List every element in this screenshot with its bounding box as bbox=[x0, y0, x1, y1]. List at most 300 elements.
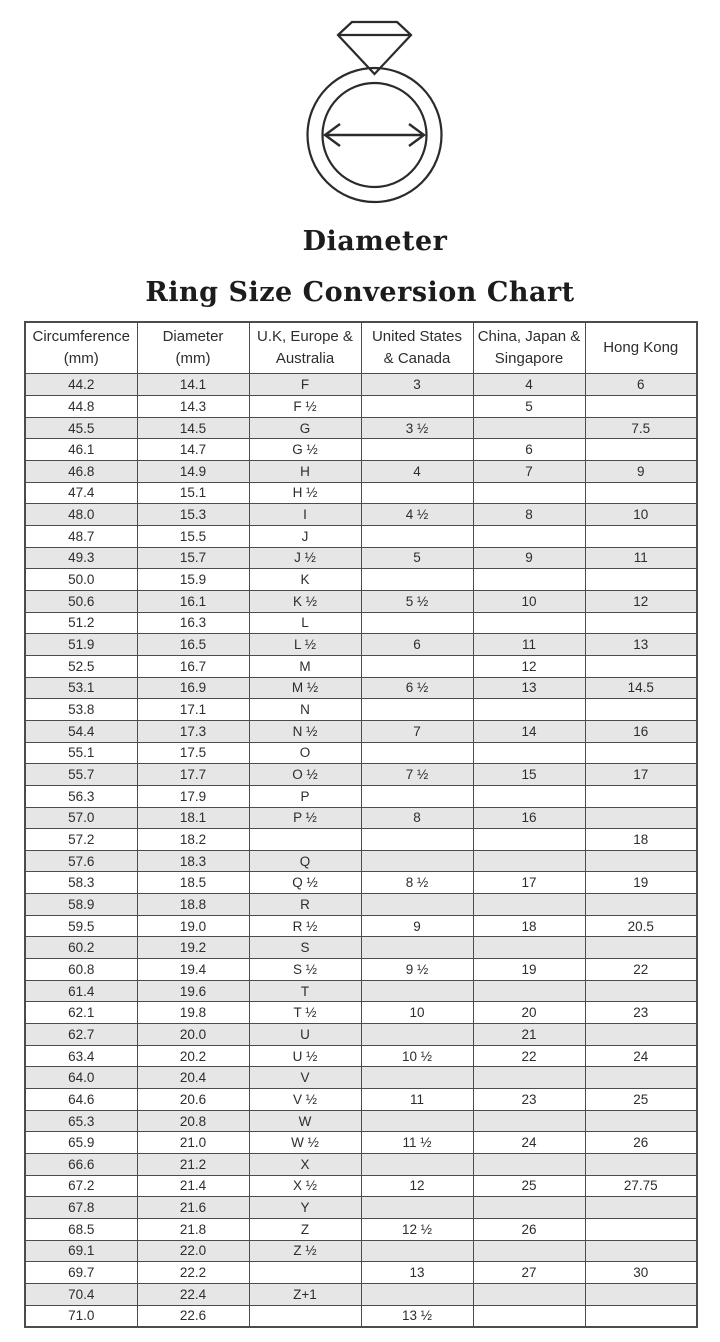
table-cell bbox=[585, 894, 697, 916]
table-cell: 44.2 bbox=[25, 374, 137, 396]
table-cell bbox=[585, 937, 697, 959]
table-cell: U bbox=[249, 1024, 361, 1046]
table-cell: 21.6 bbox=[137, 1197, 249, 1219]
table-cell bbox=[473, 980, 585, 1002]
table-cell bbox=[585, 525, 697, 547]
table-cell: 51.2 bbox=[25, 612, 137, 634]
table-cell: 14.3 bbox=[137, 396, 249, 418]
column-header: Circumference (mm) bbox=[25, 322, 137, 374]
table-row bbox=[25, 590, 697, 612]
table-cell: 53.8 bbox=[25, 699, 137, 721]
table-cell: G bbox=[249, 417, 361, 439]
table-cell: 24 bbox=[473, 1132, 585, 1154]
table-cell: I bbox=[249, 504, 361, 526]
table-cell: 22 bbox=[473, 1045, 585, 1067]
table-cell: 13 bbox=[361, 1262, 473, 1284]
table-cell: 20.8 bbox=[137, 1110, 249, 1132]
table-cell: N ½ bbox=[249, 720, 361, 742]
table-cell: 58.3 bbox=[25, 872, 137, 894]
table-row bbox=[25, 807, 697, 829]
table-row bbox=[25, 1002, 697, 1024]
table-cell bbox=[361, 850, 473, 872]
table-cell: 26 bbox=[473, 1218, 585, 1240]
table-cell: 45.5 bbox=[25, 417, 137, 439]
table-row bbox=[25, 980, 697, 1002]
table-cell bbox=[585, 1218, 697, 1240]
table-cell bbox=[585, 655, 697, 677]
table-cell: 65.9 bbox=[25, 1132, 137, 1154]
table-cell: 6 bbox=[473, 439, 585, 461]
table-cell: 57.6 bbox=[25, 850, 137, 872]
table-cell: 51.9 bbox=[25, 634, 137, 656]
table-cell: 57.0 bbox=[25, 807, 137, 829]
column-header: Hong Kong bbox=[585, 322, 697, 374]
table-row bbox=[25, 1305, 697, 1327]
table-cell: 18.3 bbox=[137, 850, 249, 872]
table-cell: Q bbox=[249, 850, 361, 872]
table-cell: P ½ bbox=[249, 807, 361, 829]
table-cell: 18 bbox=[473, 915, 585, 937]
table-cell: 66.6 bbox=[25, 1154, 137, 1176]
table-cell: 19.4 bbox=[137, 959, 249, 981]
table-cell: R bbox=[249, 894, 361, 916]
table-cell bbox=[473, 417, 585, 439]
table-cell: U ½ bbox=[249, 1045, 361, 1067]
table-cell: 30 bbox=[585, 1262, 697, 1284]
table-cell: 67.8 bbox=[25, 1197, 137, 1219]
table-cell bbox=[473, 1110, 585, 1132]
table-cell: 24 bbox=[585, 1045, 697, 1067]
table-cell: 65.3 bbox=[25, 1110, 137, 1132]
table-cell: T ½ bbox=[249, 1002, 361, 1024]
table-cell: 21.8 bbox=[137, 1218, 249, 1240]
table-row bbox=[25, 525, 697, 547]
table-row bbox=[25, 461, 697, 483]
column-header: China, Japan & Singapore bbox=[473, 322, 585, 374]
table-row bbox=[25, 1175, 697, 1197]
table-row bbox=[25, 1262, 697, 1284]
table-cell bbox=[473, 785, 585, 807]
table-head bbox=[25, 322, 697, 374]
table-row bbox=[25, 1110, 697, 1132]
table-row bbox=[25, 829, 697, 851]
table-cell: 69.1 bbox=[25, 1240, 137, 1262]
table-cell bbox=[585, 785, 697, 807]
table-cell: 22.6 bbox=[137, 1305, 249, 1327]
table-cell: 15.9 bbox=[137, 569, 249, 591]
table-cell: 6 ½ bbox=[361, 677, 473, 699]
table-cell: Y bbox=[249, 1197, 361, 1219]
table-cell bbox=[585, 742, 697, 764]
table-row bbox=[25, 569, 697, 591]
table-cell: 16 bbox=[473, 807, 585, 829]
table-cell: Q ½ bbox=[249, 872, 361, 894]
table-cell: 48.0 bbox=[25, 504, 137, 526]
table-cell: J ½ bbox=[249, 547, 361, 569]
table-cell: 9 bbox=[473, 547, 585, 569]
table-row bbox=[25, 1067, 697, 1089]
table-cell: 6 bbox=[361, 634, 473, 656]
table-cell bbox=[361, 937, 473, 959]
table-cell: 8 ½ bbox=[361, 872, 473, 894]
table-cell: H bbox=[249, 461, 361, 483]
table-cell bbox=[361, 980, 473, 1002]
table-cell bbox=[473, 894, 585, 916]
table-cell bbox=[473, 850, 585, 872]
table-cell: 14.7 bbox=[137, 439, 249, 461]
table-row bbox=[25, 547, 697, 569]
table-cell: 20.2 bbox=[137, 1045, 249, 1067]
table-cell: 63.4 bbox=[25, 1045, 137, 1067]
table-cell: 55.1 bbox=[25, 742, 137, 764]
table-cell: 71.0 bbox=[25, 1305, 137, 1327]
table-cell: K bbox=[249, 569, 361, 591]
table-cell: 21.4 bbox=[137, 1175, 249, 1197]
table-row bbox=[25, 1218, 697, 1240]
table-cell: 15.1 bbox=[137, 482, 249, 504]
table-cell: 20.6 bbox=[137, 1089, 249, 1111]
table-cell: V ½ bbox=[249, 1089, 361, 1111]
table-cell bbox=[473, 1197, 585, 1219]
table-cell: V bbox=[249, 1067, 361, 1089]
table-cell: 16 bbox=[585, 720, 697, 742]
table-cell: 6 bbox=[585, 374, 697, 396]
diamond-icon bbox=[338, 22, 411, 74]
table-cell: 11 bbox=[585, 547, 697, 569]
page-title: Ring Size Conversion Chart bbox=[145, 277, 575, 308]
table-cell bbox=[585, 396, 697, 418]
table-cell bbox=[249, 829, 361, 851]
table-cell: 60.8 bbox=[25, 959, 137, 981]
table-cell: F ½ bbox=[249, 396, 361, 418]
table-row bbox=[25, 396, 697, 418]
table-cell: 47.4 bbox=[25, 482, 137, 504]
ring-size-table bbox=[24, 321, 698, 1328]
table-cell bbox=[585, 980, 697, 1002]
table-cell: 49.3 bbox=[25, 547, 137, 569]
table-cell: 62.7 bbox=[25, 1024, 137, 1046]
table-cell: 7 bbox=[361, 720, 473, 742]
table-cell bbox=[585, 1067, 697, 1089]
table-cell: 3 ½ bbox=[361, 417, 473, 439]
table-row bbox=[25, 1089, 697, 1111]
table-cell: 50.6 bbox=[25, 590, 137, 612]
table-cell bbox=[473, 1154, 585, 1176]
table-cell: W bbox=[249, 1110, 361, 1132]
table-cell: 8 bbox=[473, 504, 585, 526]
table-cell: 22.2 bbox=[137, 1262, 249, 1284]
table-cell bbox=[361, 1240, 473, 1262]
table-cell: 7 bbox=[473, 461, 585, 483]
ring-diagram bbox=[15, 0, 720, 257]
table-cell bbox=[473, 1240, 585, 1262]
table-cell: 50.0 bbox=[25, 569, 137, 591]
table-cell: 27 bbox=[473, 1262, 585, 1284]
table-cell: 15.5 bbox=[137, 525, 249, 547]
table-cell: 15.7 bbox=[137, 547, 249, 569]
table-cell: J bbox=[249, 525, 361, 547]
table-row bbox=[25, 612, 697, 634]
table-cell bbox=[361, 482, 473, 504]
table-row bbox=[25, 1154, 697, 1176]
table-cell bbox=[473, 937, 585, 959]
table-cell bbox=[585, 1305, 697, 1327]
table-cell bbox=[361, 655, 473, 677]
table-cell: 5 bbox=[473, 396, 585, 418]
table-cell: 14 bbox=[473, 720, 585, 742]
table-cell: 19.0 bbox=[137, 915, 249, 937]
table-cell: 64.6 bbox=[25, 1089, 137, 1111]
table-row bbox=[25, 850, 697, 872]
table-cell bbox=[361, 1067, 473, 1089]
table-cell: 69.7 bbox=[25, 1262, 137, 1284]
table-cell: 18 bbox=[585, 829, 697, 851]
table-cell: 59.5 bbox=[25, 915, 137, 937]
table-cell: M bbox=[249, 655, 361, 677]
table-cell: 46.8 bbox=[25, 461, 137, 483]
table-cell bbox=[361, 396, 473, 418]
table-cell bbox=[473, 699, 585, 721]
table-row bbox=[25, 785, 697, 807]
table-row bbox=[25, 1240, 697, 1262]
table-cell: 27.75 bbox=[585, 1175, 697, 1197]
table-cell: S bbox=[249, 937, 361, 959]
table-row bbox=[25, 1283, 697, 1305]
table-row bbox=[25, 894, 697, 916]
table-cell bbox=[585, 1240, 697, 1262]
table-cell: O ½ bbox=[249, 764, 361, 786]
table-cell: 10 ½ bbox=[361, 1045, 473, 1067]
table-cell: 11 bbox=[361, 1089, 473, 1111]
table-cell bbox=[249, 1262, 361, 1284]
table-cell bbox=[585, 850, 697, 872]
table-cell: 12 ½ bbox=[361, 1218, 473, 1240]
table-row bbox=[25, 677, 697, 699]
table-cell bbox=[361, 894, 473, 916]
table-cell bbox=[473, 612, 585, 634]
table-cell: O bbox=[249, 742, 361, 764]
table-cell: 12 bbox=[585, 590, 697, 612]
table-cell: 67.2 bbox=[25, 1175, 137, 1197]
table-cell: 12 bbox=[361, 1175, 473, 1197]
table-cell: 7 ½ bbox=[361, 764, 473, 786]
table-cell: X bbox=[249, 1154, 361, 1176]
table-row bbox=[25, 504, 697, 526]
table-cell: 20.5 bbox=[585, 915, 697, 937]
table-cell bbox=[361, 1154, 473, 1176]
table-cell: 70.4 bbox=[25, 1283, 137, 1305]
table-cell: 14.5 bbox=[585, 677, 697, 699]
table-cell: H ½ bbox=[249, 482, 361, 504]
table-cell: 25 bbox=[585, 1089, 697, 1111]
table-cell: S ½ bbox=[249, 959, 361, 981]
table-cell: 16.3 bbox=[137, 612, 249, 634]
table-cell bbox=[585, 699, 697, 721]
table-row bbox=[25, 1132, 697, 1154]
table-cell: 20 bbox=[473, 1002, 585, 1024]
table-row bbox=[25, 655, 697, 677]
table-cell: 21.2 bbox=[137, 1154, 249, 1176]
table-row bbox=[25, 872, 697, 894]
table-cell bbox=[361, 829, 473, 851]
table-row bbox=[25, 439, 697, 461]
table-cell: 19 bbox=[585, 872, 697, 894]
table-cell: 11 ½ bbox=[361, 1132, 473, 1154]
column-header: U.K, Europe & Australia bbox=[249, 322, 361, 374]
table-cell: 57.2 bbox=[25, 829, 137, 851]
table-cell: 22.0 bbox=[137, 1240, 249, 1262]
table-cell: 19 bbox=[473, 959, 585, 981]
table-cell: 17.9 bbox=[137, 785, 249, 807]
table-cell: 26 bbox=[585, 1132, 697, 1154]
table-row bbox=[25, 937, 697, 959]
table-cell bbox=[585, 1024, 697, 1046]
table-cell: N bbox=[249, 699, 361, 721]
table-container bbox=[24, 321, 698, 1328]
table-cell: 10 bbox=[361, 1002, 473, 1024]
table-cell bbox=[473, 1067, 585, 1089]
table-cell bbox=[361, 699, 473, 721]
table-cell: 17.3 bbox=[137, 720, 249, 742]
table-cell bbox=[361, 742, 473, 764]
table-cell bbox=[585, 1283, 697, 1305]
table-cell: 22 bbox=[585, 959, 697, 981]
table-cell bbox=[585, 482, 697, 504]
table-row bbox=[25, 482, 697, 504]
diameter-label: Diameter bbox=[302, 226, 448, 257]
table-body bbox=[25, 374, 697, 1327]
table-cell: 13 bbox=[473, 677, 585, 699]
table-cell bbox=[361, 1197, 473, 1219]
table-cell: 16.9 bbox=[137, 677, 249, 699]
table-cell: 17 bbox=[585, 764, 697, 786]
table-cell: 18.2 bbox=[137, 829, 249, 851]
table-cell bbox=[473, 569, 585, 591]
table-cell bbox=[361, 439, 473, 461]
table-cell bbox=[361, 569, 473, 591]
table-cell bbox=[249, 1305, 361, 1327]
table-row bbox=[25, 742, 697, 764]
table-cell: 9 ½ bbox=[361, 959, 473, 981]
table-row bbox=[25, 1197, 697, 1219]
table-cell: 18.1 bbox=[137, 807, 249, 829]
table-cell: 56.3 bbox=[25, 785, 137, 807]
table-cell: 4 ½ bbox=[361, 504, 473, 526]
table-cell: 16.1 bbox=[137, 590, 249, 612]
table-cell bbox=[361, 1024, 473, 1046]
table-cell: F bbox=[249, 374, 361, 396]
table-cell bbox=[361, 785, 473, 807]
table-cell: W ½ bbox=[249, 1132, 361, 1154]
table-cell bbox=[473, 829, 585, 851]
table-cell: 17 bbox=[473, 872, 585, 894]
table-cell: 17.1 bbox=[137, 699, 249, 721]
table-cell: 7.5 bbox=[585, 417, 697, 439]
table-cell bbox=[361, 525, 473, 547]
table-cell: M ½ bbox=[249, 677, 361, 699]
table-cell: 22.4 bbox=[137, 1283, 249, 1305]
table-row bbox=[25, 764, 697, 786]
table-cell: 18.5 bbox=[137, 872, 249, 894]
table-cell: 10 bbox=[585, 504, 697, 526]
table-cell: 21 bbox=[473, 1024, 585, 1046]
table-row bbox=[25, 1024, 697, 1046]
table-cell: 5 ½ bbox=[361, 590, 473, 612]
table-cell: L ½ bbox=[249, 634, 361, 656]
table-cell: 12 bbox=[473, 655, 585, 677]
table-cell bbox=[473, 482, 585, 504]
table-cell: R ½ bbox=[249, 915, 361, 937]
table-cell: Z bbox=[249, 1218, 361, 1240]
table-cell: 5 bbox=[361, 547, 473, 569]
table-cell: 20.0 bbox=[137, 1024, 249, 1046]
table-cell: 23 bbox=[473, 1089, 585, 1111]
table-cell: 18.8 bbox=[137, 894, 249, 916]
table-cell: L bbox=[249, 612, 361, 634]
table-cell bbox=[473, 742, 585, 764]
table-cell: 14.1 bbox=[137, 374, 249, 396]
table-cell: P bbox=[249, 785, 361, 807]
table-cell: 14.9 bbox=[137, 461, 249, 483]
table-cell: 58.9 bbox=[25, 894, 137, 916]
table-cell bbox=[473, 1283, 585, 1305]
table-cell: 4 bbox=[361, 461, 473, 483]
table-cell: 55.7 bbox=[25, 764, 137, 786]
table-cell: X ½ bbox=[249, 1175, 361, 1197]
table-cell: 13 bbox=[585, 634, 697, 656]
table-cell: 52.5 bbox=[25, 655, 137, 677]
table-row bbox=[25, 915, 697, 937]
table-cell: 64.0 bbox=[25, 1067, 137, 1089]
table-cell: 17.7 bbox=[137, 764, 249, 786]
table-cell: 13 ½ bbox=[361, 1305, 473, 1327]
table-cell: 14.5 bbox=[137, 417, 249, 439]
table-cell bbox=[585, 807, 697, 829]
table-cell: Z ½ bbox=[249, 1240, 361, 1262]
table-row bbox=[25, 699, 697, 721]
table-cell: 48.7 bbox=[25, 525, 137, 547]
table-cell: 44.8 bbox=[25, 396, 137, 418]
table-cell: 54.4 bbox=[25, 720, 137, 742]
table-cell: 11 bbox=[473, 634, 585, 656]
table-cell: 62.1 bbox=[25, 1002, 137, 1024]
table-cell: 16.7 bbox=[137, 655, 249, 677]
table-cell bbox=[473, 525, 585, 547]
table-cell: 60.2 bbox=[25, 937, 137, 959]
table-cell: 3 bbox=[361, 374, 473, 396]
table-cell: 19.2 bbox=[137, 937, 249, 959]
table-cell: 9 bbox=[585, 461, 697, 483]
table-cell bbox=[361, 612, 473, 634]
table-cell bbox=[585, 1110, 697, 1132]
column-header: United States & Canada bbox=[361, 322, 473, 374]
table-cell bbox=[361, 1110, 473, 1132]
table-cell bbox=[585, 1197, 697, 1219]
table-row bbox=[25, 634, 697, 656]
table-cell: 16.5 bbox=[137, 634, 249, 656]
table-cell: 8 bbox=[361, 807, 473, 829]
table-cell: 9 bbox=[361, 915, 473, 937]
ring-diameter-icon bbox=[280, 8, 470, 210]
table-row bbox=[25, 417, 697, 439]
diameter-arrow-icon bbox=[325, 124, 424, 146]
table-cell: 61.4 bbox=[25, 980, 137, 1002]
table-row bbox=[25, 374, 697, 396]
table-cell: 25 bbox=[473, 1175, 585, 1197]
table-cell: 19.6 bbox=[137, 980, 249, 1002]
table-cell: K ½ bbox=[249, 590, 361, 612]
column-header: Diameter (mm) bbox=[137, 322, 249, 374]
